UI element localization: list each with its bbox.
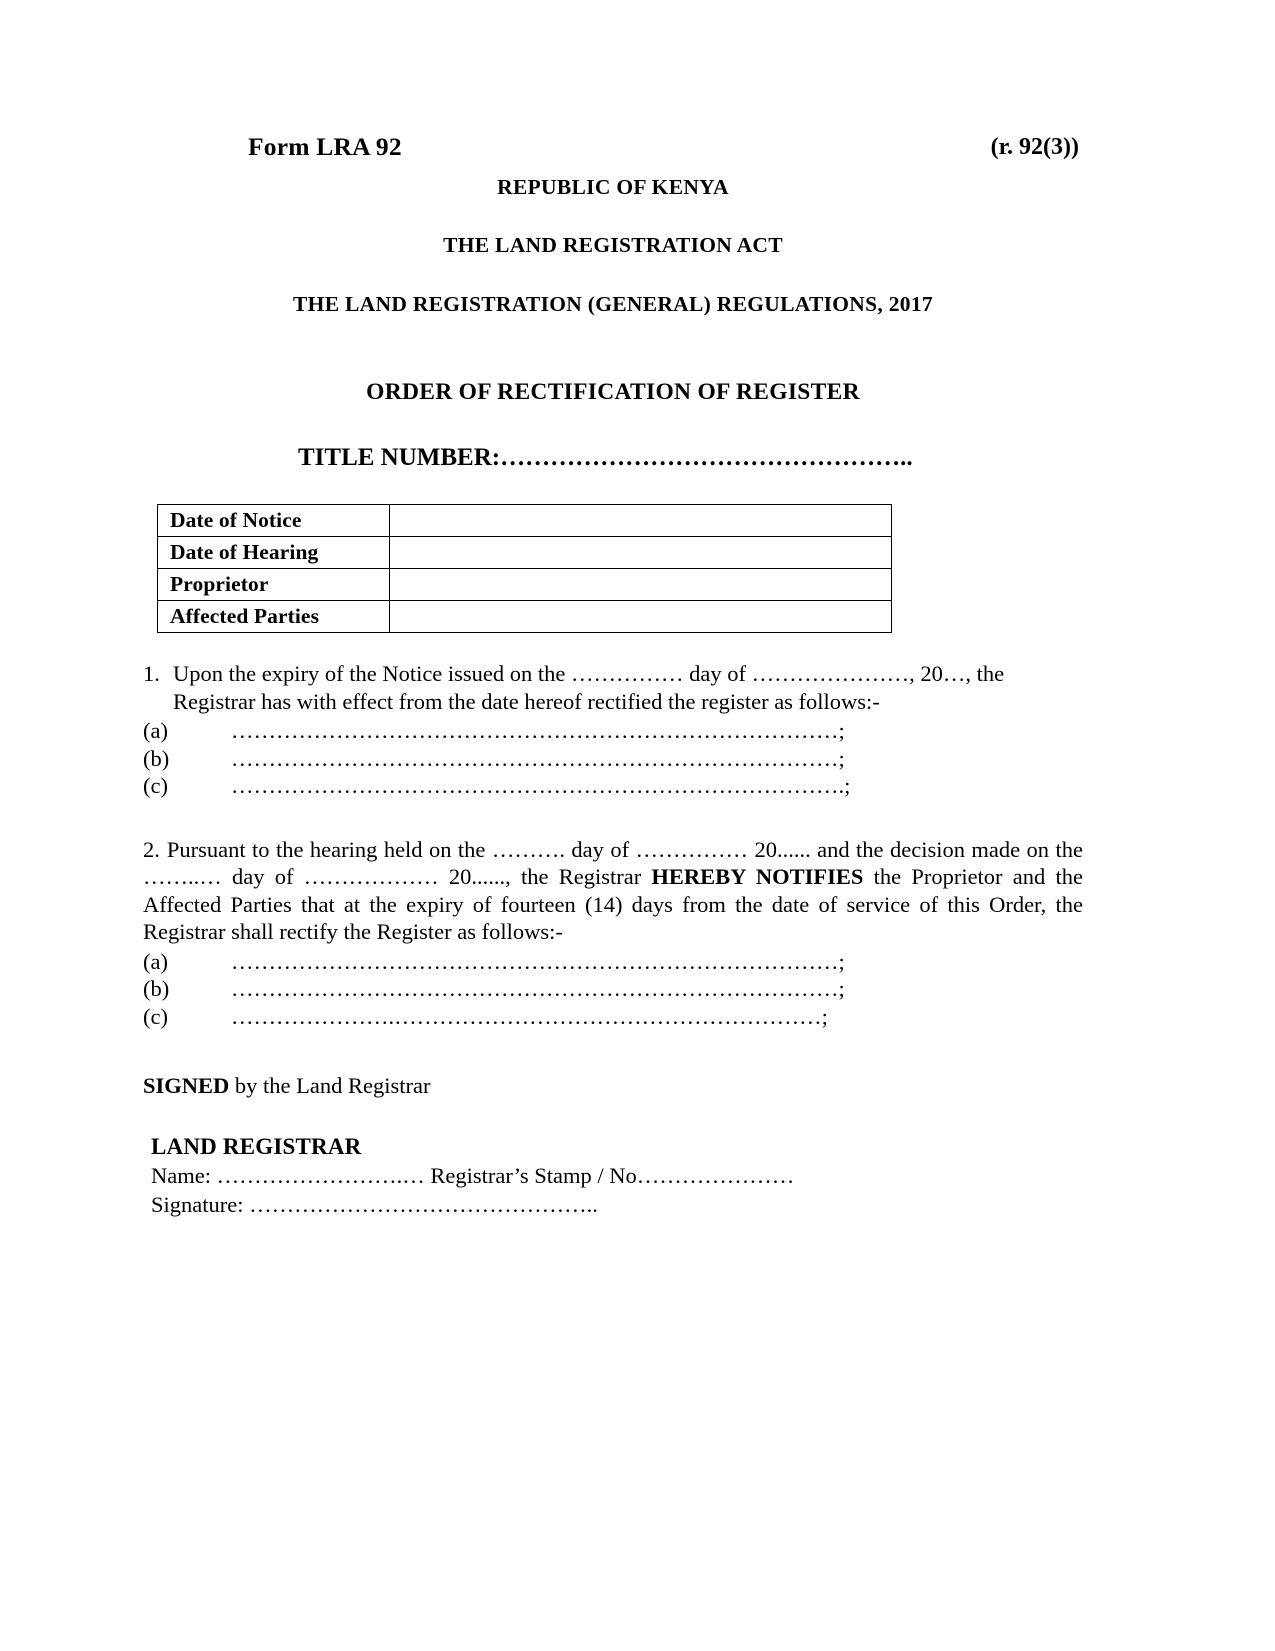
row-label-date-of-hearing: Date of Hearing	[158, 537, 390, 569]
clause-2-text-part-2: the Proprietor and the Affected Parties that at the expiry of fourteen (14) days from the date of service of this Order, the Registrar shall rectify the Register as follows:-	[143, 864, 1083, 944]
order-title: ORDER OF RECTIFICATION OF REGISTER	[366, 379, 860, 405]
row-label-date-of-notice: Date of Notice	[158, 505, 390, 537]
table-row	[158, 601, 892, 633]
list-item	[143, 1003, 1083, 1031]
table-row	[158, 537, 892, 569]
clause-2-item-b-value[interactable]: ………………………………………………………………………;	[231, 976, 845, 1001]
act-heading: THE LAND REGISTRATION ACT	[443, 233, 783, 257]
list-item	[143, 717, 1083, 745]
table-row	[158, 505, 892, 537]
title-number-value[interactable]: …………………………………………..	[500, 444, 913, 471]
clause-1-item-b-value[interactable]: ………………………………………………………………………;	[231, 745, 845, 771]
clause-1-item-c-tag: (c)	[143, 773, 168, 798]
list-item	[143, 975, 1083, 1003]
clause-1-list	[143, 717, 1083, 800]
clause-2-text-part-1: Pursuant to the hearing held on the ………. day of …………… 20...... and the decision made on the ……..… day of ……………… 20......, the Registrar	[143, 836, 1083, 889]
clause-2-item-c-value[interactable]: ………………….…………………………………………………;	[231, 1003, 828, 1029]
signed-line	[143, 1073, 1083, 1099]
clause-2-item-b-tag: (b)	[143, 976, 170, 1001]
list-item	[143, 948, 1083, 976]
regulation-reference: (r. 92(3))	[990, 134, 1079, 160]
clause-2-item-c-tag: (c)	[143, 1003, 168, 1029]
clause-2	[143, 836, 1083, 946]
document-content	[143, 132, 1083, 1219]
row-value-date-of-hearing[interactable]	[390, 537, 892, 569]
clause-1-item-a-tag: (a)	[143, 718, 168, 743]
row-value-affected-parties[interactable]	[390, 601, 892, 633]
document-header	[143, 132, 1083, 166]
registrar-block	[143, 1132, 1083, 1219]
list-item	[143, 772, 1083, 800]
clause-1-line-1: Upon the expiry of the Notice issued on the …………… day of …………………, 20…, the	[173, 661, 1005, 686]
clause-1-item-b-tag: (b)	[143, 745, 170, 771]
table-row	[158, 569, 892, 601]
clause-2-marker: 2.	[143, 836, 160, 862]
registrar-signature-line[interactable]: Signature: ………………………………………..	[151, 1192, 598, 1217]
signed-emphasis: SIGNED	[143, 1073, 230, 1098]
title-number-label: TITLE NUMBER:	[298, 444, 501, 471]
regulations-heading: THE LAND REGISTRATION (GENERAL) REGULATIONS, 2017	[293, 292, 933, 316]
row-value-proprietor[interactable]	[390, 569, 892, 601]
details-table	[157, 504, 892, 633]
country-heading: REPUBLIC OF KENYA	[497, 175, 729, 199]
clause-1	[143, 660, 1083, 715]
clause-2-item-a-value[interactable]: ………………………………………………………………………;	[231, 948, 845, 974]
registrar-heading: LAND REGISTRAR	[151, 1134, 362, 1159]
clause-1-item-c-value[interactable]: ……………………………………………………………………….;	[231, 773, 851, 798]
clause-2-item-a-tag: (a)	[143, 948, 168, 974]
form-code: Form LRA 92	[248, 132, 402, 161]
clause-2-list	[143, 948, 1083, 1031]
registrar-name-line[interactable]: Name: …………………….… Registrar’s Stamp / No…………………	[151, 1163, 795, 1188]
signed-rest: by the Land Registrar	[229, 1073, 431, 1098]
row-label-proprietor: Proprietor	[158, 569, 390, 601]
clause-1-line-2: Registrar has with effect from the date hereof rectified the register as follows:-	[173, 688, 880, 714]
title-number-line	[143, 444, 1083, 472]
row-value-date-of-notice[interactable]	[390, 505, 892, 537]
list-item	[143, 745, 1083, 773]
clause-1-item-a-value[interactable]: ………………………………………………………………………;	[231, 718, 845, 743]
clause-2-emphasis: HEREBY NOTIFIES	[651, 864, 864, 889]
row-label-affected-parties: Affected Parties	[158, 601, 390, 633]
clause-1-marker: 1.	[143, 661, 160, 686]
